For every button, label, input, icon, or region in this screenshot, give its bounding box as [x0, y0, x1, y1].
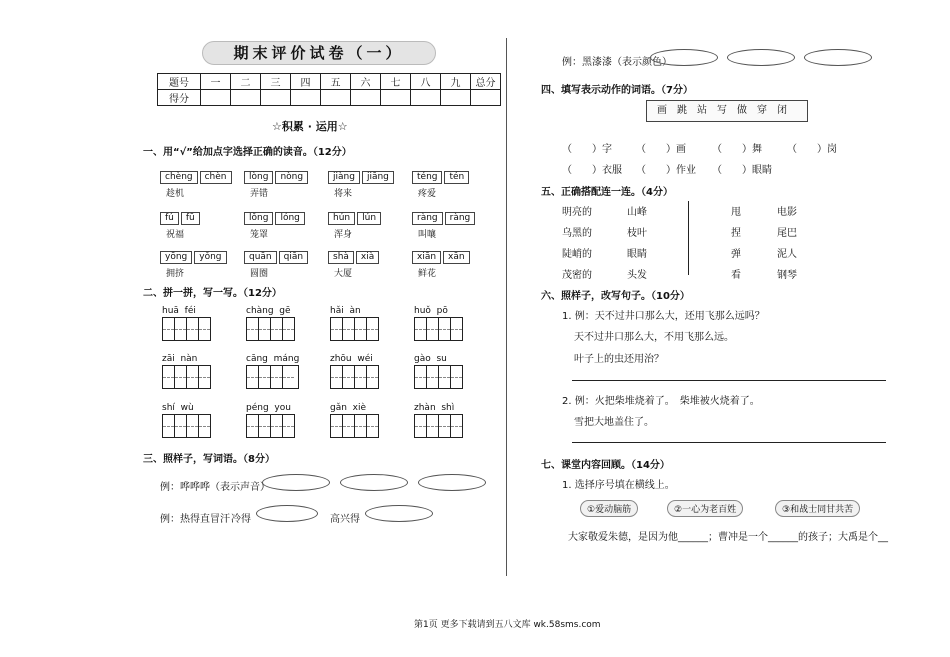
pinyin-choice-item: [412, 244, 470, 279]
q7-sub: 1. 选择序号填在横线上。: [562, 480, 675, 491]
target-word: 弄错: [250, 189, 269, 199]
target-word: 笼罩: [250, 230, 269, 240]
pinyin-option[interactable]: jiàng: [328, 171, 360, 184]
writing-grid[interactable]: [330, 365, 379, 389]
writing-grid[interactable]: [246, 317, 295, 341]
pinyin-option[interactable]: ràng: [445, 212, 476, 225]
q3-example-3: 例：黑漆漆（表示颜色）: [562, 57, 672, 68]
pinyin-option[interactable]: téng: [412, 171, 442, 184]
pinyin-label: zāi nàn: [162, 354, 198, 364]
fill-blank[interactable]: （ ）衣服: [562, 165, 622, 176]
pinyin-option[interactable]: xiān: [412, 251, 441, 264]
q6-heading: 六、照样子，改写句子。（10分）: [541, 291, 690, 302]
match-word[interactable]: 头发: [627, 270, 647, 281]
answer-oval[interactable]: [804, 49, 872, 66]
match-word[interactable]: 电影: [777, 207, 797, 218]
table-cell: 六: [351, 74, 381, 90]
q1-heading: 一、用“√”给加点字选择正确的读音。（12分）: [143, 147, 352, 158]
target-word: 圆圈: [250, 269, 269, 279]
answer-line[interactable]: [572, 442, 886, 443]
answer-oval[interactable]: [365, 505, 433, 522]
score-table: [157, 73, 501, 106]
pinyin-option[interactable]: nòng: [275, 171, 308, 184]
pinyin-writing-item: [414, 306, 463, 341]
q6-s1-example: 1. 例：天不过井口那么大，还用飞那么远吗？: [562, 311, 765, 322]
pinyin-writing-item: [162, 354, 211, 389]
score-value-row: [158, 90, 501, 106]
match-word[interactable]: 尾巴: [777, 228, 797, 239]
writing-grid[interactable]: [330, 414, 379, 438]
writing-grid[interactable]: [162, 317, 211, 341]
option-3: ③和战士同甘共苦: [775, 500, 860, 517]
pinyin-option[interactable]: chèn: [200, 171, 232, 184]
fill-blank[interactable]: （ ）画: [636, 144, 686, 155]
q6-s2-example: 2. 例：火把柴堆烧着了。 柴堆被火烧着了。: [562, 396, 760, 407]
match-word[interactable]: 眼睛: [627, 249, 647, 260]
pinyin-option[interactable]: fú: [160, 212, 179, 225]
pinyin-option[interactable]: chèng: [160, 171, 198, 184]
table-cell: 总分: [471, 74, 501, 90]
q5-heading: 五、正确搭配连一连。（4分）: [541, 187, 673, 198]
pinyin-option[interactable]: hún: [328, 212, 355, 225]
pinyin-label: huǒ pō: [414, 306, 448, 316]
pinyin-label: zhōu wéi: [330, 354, 373, 364]
score-input[interactable]: [351, 90, 381, 106]
writing-grid[interactable]: [414, 414, 463, 438]
score-input[interactable]: [471, 90, 501, 106]
q6-s1-answer: 天不过井口那么大，不用飞那么远。: [574, 332, 734, 343]
pinyin-option[interactable]: shà: [328, 251, 354, 264]
writing-grid[interactable]: [414, 317, 463, 341]
section-title: ☆积累 · 运用☆: [272, 120, 348, 133]
score-input[interactable]: [411, 90, 441, 106]
word-banner: 画跳站写做穿闭: [646, 100, 808, 122]
pinyin-writing-item: [162, 306, 211, 341]
pinyin-option[interactable]: yōng: [160, 251, 192, 264]
pinyin-label: péng you: [246, 403, 291, 413]
pinyin-writing-item: [246, 403, 295, 438]
q3-heading: 三、照样子，写词语。（8分）: [143, 454, 275, 465]
target-word: 疼爱: [418, 189, 437, 199]
pinyin-writing-item: [330, 306, 379, 341]
q5-divider: [688, 201, 689, 275]
pinyin-choice-item: [160, 205, 200, 240]
target-word: 拥挤: [166, 269, 185, 279]
pinyin-choice-item: [328, 205, 381, 240]
match-word[interactable]: 山峰: [627, 207, 647, 218]
match-word[interactable]: 陡峭的: [562, 249, 592, 260]
match-word[interactable]: 泥人: [777, 249, 797, 260]
fill-blank[interactable]: （ ）字: [562, 144, 612, 155]
table-cell: 三: [261, 74, 291, 90]
answer-oval[interactable]: [340, 474, 408, 491]
answer-oval[interactable]: [650, 49, 718, 66]
writing-grid[interactable]: [246, 414, 295, 438]
pinyin-choice-item: [328, 244, 379, 279]
pinyin-writing-item: [414, 354, 463, 389]
q6-s1-question: 叶子上的虫还用治？: [574, 354, 664, 365]
table-cell: 九: [441, 74, 471, 90]
match-word[interactable]: 甩: [731, 207, 741, 218]
answer-oval[interactable]: [256, 505, 318, 522]
score-input[interactable]: [321, 90, 351, 106]
q6-s2-question: 雪把大地盖住了。: [574, 417, 654, 428]
target-word: 祝福: [166, 230, 185, 240]
q3-word-2: 高兴得: [330, 514, 360, 525]
pinyin-option[interactable]: yǒng: [194, 251, 226, 264]
fill-blank[interactable]: （ ）眼睛: [712, 165, 772, 176]
score-input[interactable]: [441, 90, 471, 106]
score-input[interactable]: [381, 90, 411, 106]
table-cell: 题号: [158, 74, 201, 90]
writing-grid[interactable]: [162, 414, 211, 438]
pinyin-option[interactable]: quān: [244, 251, 277, 264]
pinyin-option[interactable]: ràng: [412, 212, 443, 225]
match-word[interactable]: 钢琴: [777, 270, 797, 281]
q3-example-1: 例：哗哗哗（表示声音）: [160, 482, 270, 493]
target-word: 将来: [334, 189, 353, 199]
score-header-row: [158, 74, 501, 90]
answer-oval[interactable]: [727, 49, 795, 66]
pinyin-label: shí wù: [162, 403, 194, 413]
target-word: 趁机: [166, 189, 185, 199]
target-word: 鲜花: [418, 269, 437, 279]
pinyin-writing-item: [330, 403, 379, 438]
table-cell: 得分: [158, 90, 201, 106]
pinyin-choice-item: [244, 164, 308, 199]
match-word[interactable]: 明亮的: [562, 207, 592, 218]
pinyin-choice-item: [412, 164, 469, 199]
q3-word-1: 冷得: [231, 514, 251, 525]
pinyin-choice-item: [412, 205, 475, 240]
match-word[interactable]: 茂密的: [562, 270, 592, 281]
score-input[interactable]: [201, 90, 231, 106]
pinyin-writing-item: [162, 403, 211, 438]
pinyin-option[interactable]: xān: [443, 251, 470, 264]
table-cell: 二: [231, 74, 261, 90]
pinyin-option[interactable]: qiān: [279, 251, 308, 264]
target-word: 浑身: [334, 230, 353, 240]
match-word[interactable]: 弹: [731, 249, 741, 260]
q7-heading: 七、课堂内容回顾。（14分）: [541, 460, 670, 471]
pinyin-label: hǎi àn: [330, 306, 361, 316]
target-word: 大厦: [334, 269, 353, 279]
option-2: ②一心为老百姓: [667, 500, 743, 517]
pinyin-option[interactable]: lòng: [244, 171, 273, 184]
match-word[interactable]: 捏: [731, 228, 741, 239]
table-cell: 一: [201, 74, 231, 90]
pinyin-writing-item: [246, 354, 299, 389]
pinyin-label: cāng máng: [246, 354, 300, 364]
pinyin-choice-item: [160, 164, 232, 199]
pinyin-choice-item: [328, 164, 394, 199]
pinyin-option[interactable]: jiāng: [362, 171, 394, 184]
match-word[interactable]: 枝叶: [627, 228, 647, 239]
pinyin-option[interactable]: lóng: [275, 212, 304, 225]
pinyin-option[interactable]: lún: [357, 212, 381, 225]
q2-heading: 二、拼一拼，写一写。（12分）: [143, 288, 282, 299]
q3-example-2: 例：热得直冒汗: [160, 514, 230, 525]
pinyin-choice-item: [160, 244, 227, 279]
pinyin-option[interactable]: lǒng: [244, 212, 273, 225]
writing-grid[interactable]: [330, 317, 379, 341]
pinyin-label: huā féi: [162, 306, 196, 316]
match-word[interactable]: 看: [731, 270, 741, 281]
table-cell: 五: [321, 74, 351, 90]
writing-grid[interactable]: [162, 365, 211, 389]
q7-sentence: 大家敬爱朱德，是因为他______；曹冲是一个______的孩子；大禹是个__: [568, 532, 888, 543]
pinyin-writing-item: [246, 306, 295, 341]
pinyin-writing-item: [414, 403, 463, 438]
answer-line[interactable]: [572, 380, 886, 381]
answer-oval[interactable]: [262, 474, 330, 491]
fill-blank[interactable]: （ ）岗: [787, 144, 837, 155]
match-word[interactable]: 乌黑的: [562, 228, 592, 239]
pinyin-label: gào su: [414, 354, 447, 364]
pinyin-writing-item: [330, 354, 379, 389]
pinyin-label: gǎn xiè: [330, 403, 367, 413]
exam-title: 期末评价试卷（一）: [202, 41, 436, 65]
score-input[interactable]: [291, 90, 321, 106]
answer-oval[interactable]: [418, 474, 486, 491]
fill-blank[interactable]: （ ）作业: [636, 165, 696, 176]
column-divider: [506, 38, 507, 576]
option-1: ①爱动脑筋: [580, 500, 638, 517]
score-input[interactable]: [261, 90, 291, 106]
target-word: 叫嚷: [418, 230, 437, 240]
pinyin-option[interactable]: xià: [356, 251, 379, 264]
q4-heading: 四、填写表示动作的词语。（7分）: [541, 85, 693, 96]
table-cell: 八: [411, 74, 441, 90]
pinyin-label: chàng gē: [246, 306, 291, 316]
score-input[interactable]: [231, 90, 261, 106]
pinyin-label: zhàn shì: [414, 403, 455, 413]
pinyin-choice-item: [244, 205, 305, 240]
writing-grid[interactable]: [246, 365, 299, 389]
pinyin-option[interactable]: tén: [444, 171, 469, 184]
pinyin-option[interactable]: fū: [181, 212, 200, 225]
table-cell: 四: [291, 74, 321, 90]
footer: 第1页 更多下载请到五八文库 wk.58sms.com: [414, 620, 601, 630]
writing-grid[interactable]: [414, 365, 463, 389]
table-cell: 七: [381, 74, 411, 90]
pinyin-choice-item: [244, 244, 308, 279]
fill-blank[interactable]: （ ）舞: [712, 144, 762, 155]
